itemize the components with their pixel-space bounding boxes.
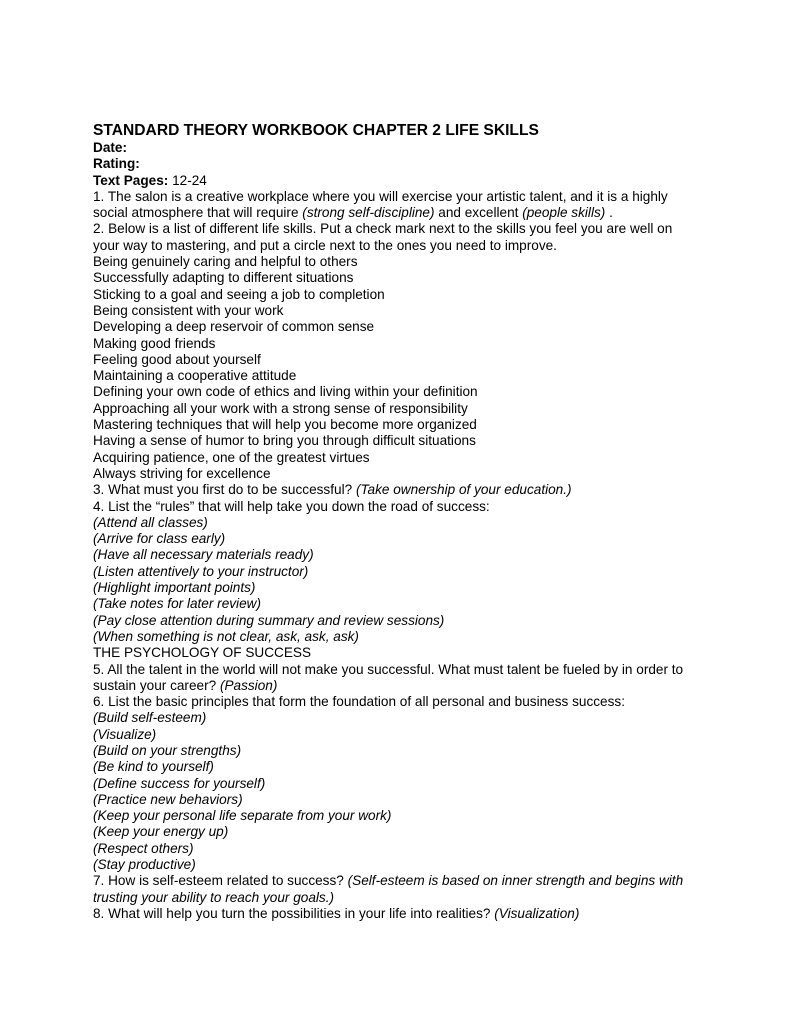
list-item: (Keep your energy up) <box>93 824 229 840</box>
list-item: (Build on your strengths) <box>93 742 242 758</box>
question-4: 4. List the “rules” that will help take you down the road of success: <box>93 498 490 514</box>
q7-text: 7. How is self-esteem related to success? <box>93 873 348 889</box>
list-item: (Take notes for later review) <box>93 596 261 612</box>
q5-answer: (Passion) <box>219 677 278 693</box>
list-item: (Highlight important points) <box>93 580 256 596</box>
q1-answer-a: (strong self-discipline) <box>302 205 435 221</box>
list-item: Developing a deep reservoir of common sense <box>93 319 375 335</box>
date-line <box>93 140 693 156</box>
q4-answers-list <box>93 515 693 645</box>
list-item: (Arrive for class early) <box>93 531 226 547</box>
question-1 <box>93 189 693 222</box>
life-skills-list <box>93 254 693 482</box>
q8-answer: (Visualization) <box>494 905 580 921</box>
text-pages-line <box>93 173 693 189</box>
q6-answers-list <box>93 710 693 873</box>
list-item: (Be kind to yourself) <box>93 759 214 775</box>
list-item: (Respect others) <box>93 840 194 856</box>
list-item: (When something is not clear, ask, ask, ask) <box>93 628 359 644</box>
question-2: 2. Below is a list of different life skills. Put a check mark next to the skills you feel you are well on your way to mastering, and put a circle next to the ones you need to improve. <box>93 221 673 253</box>
list-item: Defining your own code of ethics and living within your definition <box>93 384 478 400</box>
list-item: Maintaining a cooperative attitude <box>93 368 297 384</box>
text-pages-label: Text Pages: <box>93 172 169 188</box>
q1-answer-b: (people skills) <box>522 205 606 221</box>
question-8 <box>93 906 693 922</box>
list-item: Being genuinely caring and helpful to others <box>93 254 358 270</box>
rating-line <box>93 156 693 172</box>
list-item: Feeling good about yourself <box>93 351 261 367</box>
question-5 <box>93 662 693 695</box>
document-title: STANDARD THEORY WORKBOOK CHAPTER 2 LIFE SKILLS <box>93 122 539 139</box>
q8-text: 8. What will help you turn the possibilities in your life into realities? <box>93 905 495 921</box>
text-pages-value: 12-24 <box>168 172 207 188</box>
list-item: Being consistent with your work <box>93 302 284 318</box>
rating-label: Rating: <box>93 156 140 172</box>
question-7 <box>93 873 693 906</box>
list-item: (Practice new behaviors) <box>93 791 243 807</box>
q5-text: 5. All the talent in the world will not make you successful. What must talent be fueled by in order to sustain your career? <box>93 661 684 693</box>
list-item: Acquiring patience, one of the greatest virtues <box>93 449 370 465</box>
q3-text: 3. What must you first do to be successful? <box>93 482 356 498</box>
list-item: Making good friends <box>93 335 216 351</box>
list-item: Approaching all your work with a strong sense of responsibility <box>93 400 468 416</box>
worksheet-document <box>93 121 693 922</box>
q1-text-b: and excellent <box>434 205 523 221</box>
list-item: (Stay productive) <box>93 857 196 873</box>
list-item: (Define success for yourself) <box>93 775 266 791</box>
section-heading: THE PSYCHOLOGY OF SUCCESS <box>93 645 312 661</box>
q1-text-a: 1. The salon is a creative workplace where you will exercise your artistic talent, and it is a highly social atmosphere that will require <box>93 188 668 221</box>
list-item: Having a sense of humor to bring you through difficult situations <box>93 433 476 449</box>
list-item: Successfully adapting to different situations <box>93 270 354 286</box>
list-item: (Attend all classes) <box>93 514 208 530</box>
list-item: (Have all necessary materials ready) <box>93 547 314 563</box>
question-3 <box>93 482 693 498</box>
list-item: (Build self-esteem) <box>93 710 207 726</box>
q3-answer: (Take ownership of your education.) <box>355 482 572 498</box>
list-item: (Listen attentively to your instructor) <box>93 563 309 579</box>
q1-text-c: . <box>605 205 613 221</box>
q7-answer: (Self-esteem is based on inner strength and begins with trusting your ability to reach your goals.) <box>93 873 684 905</box>
list-item: Always striving for excellence <box>93 465 271 481</box>
list-item: (Keep your personal life separate from your work) <box>93 808 392 824</box>
list-item: Sticking to a goal and seeing a job to completion <box>93 286 385 302</box>
list-item: (Pay close attention during summary and review sessions) <box>93 612 445 628</box>
question-6: 6. List the basic principles that form the foundation of all personal and business success: <box>93 694 625 710</box>
list-item: Mastering techniques that will help you become more organized <box>93 417 477 433</box>
date-label: Date: <box>93 140 127 155</box>
list-item: (Visualize) <box>93 726 157 742</box>
